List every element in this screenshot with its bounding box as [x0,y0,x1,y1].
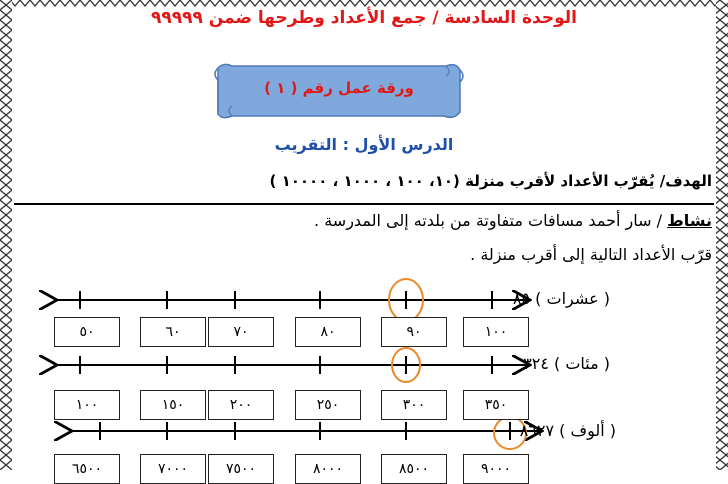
answer-box[interactable]: ٨٠ [295,317,361,347]
answer-box[interactable]: ٢٥٠ [295,390,361,420]
worksheet-label: ورقة عمل رقم ( ١ ) [264,79,414,97]
unit-title: الوحدة السادسة / جمع الأعداد وطرحها ضمن ٩٩٩٩٩ [150,8,577,28]
answer-box[interactable]: ٩٠ [381,317,447,347]
row-label-tens: ( عشرات ) ٨٥ [512,289,610,308]
row-label-thousands: ( ألوف ) ٨٦٢٧ [519,421,616,440]
answer-box[interactable]: ١٠٠ [54,390,120,420]
lesson-title: الدرس الأول : التقريب [274,135,454,154]
answer-box[interactable]: ٧٠٠٠ [140,454,206,484]
instruction-text: قرّب الأعداد التالية إلى أقرب منزلة . [470,245,712,264]
answer-box[interactable]: ٨٠٠٠ [295,454,361,484]
row-label-hundreds: ( مئات ) ٣٢٤ [523,354,610,373]
answer-box[interactable]: ١٠٠ [463,317,529,347]
activity-text: / سار أحمد مسافات متفاوتة من بلدته إلى المدرسة . [314,211,668,230]
answer-box[interactable]: ٧٠ [208,317,274,347]
answer-box[interactable]: ٦٠ [140,317,206,347]
goal-text: الهدف/ يُقرّب الأعداد لأقرب منزلة (١٠، ١٠٠ ، ١٠٠٠ ، ١٠٠٠٠ ) [269,172,712,190]
number-line-thousands [70,422,540,440]
number-line-hundreds [55,356,528,374]
activity-label: نشاط [667,211,712,230]
answer-box[interactable]: ١٥٠ [140,390,206,420]
answer-box[interactable]: ٦٥٠٠ [54,454,120,484]
answer-box[interactable]: ٧٥٠٠ [208,454,274,484]
number-line-tens [55,291,528,309]
answer-box[interactable]: ٣٥٠ [463,390,529,420]
answer-box[interactable]: ٢٠٠ [208,390,274,420]
answer-box[interactable]: ٩٠٠٠ [463,454,529,484]
answer-box[interactable]: ٨٥٠٠ [381,454,447,484]
answer-box[interactable]: ٥٠ [54,317,120,347]
answer-box[interactable]: ٣٠٠ [381,390,447,420]
